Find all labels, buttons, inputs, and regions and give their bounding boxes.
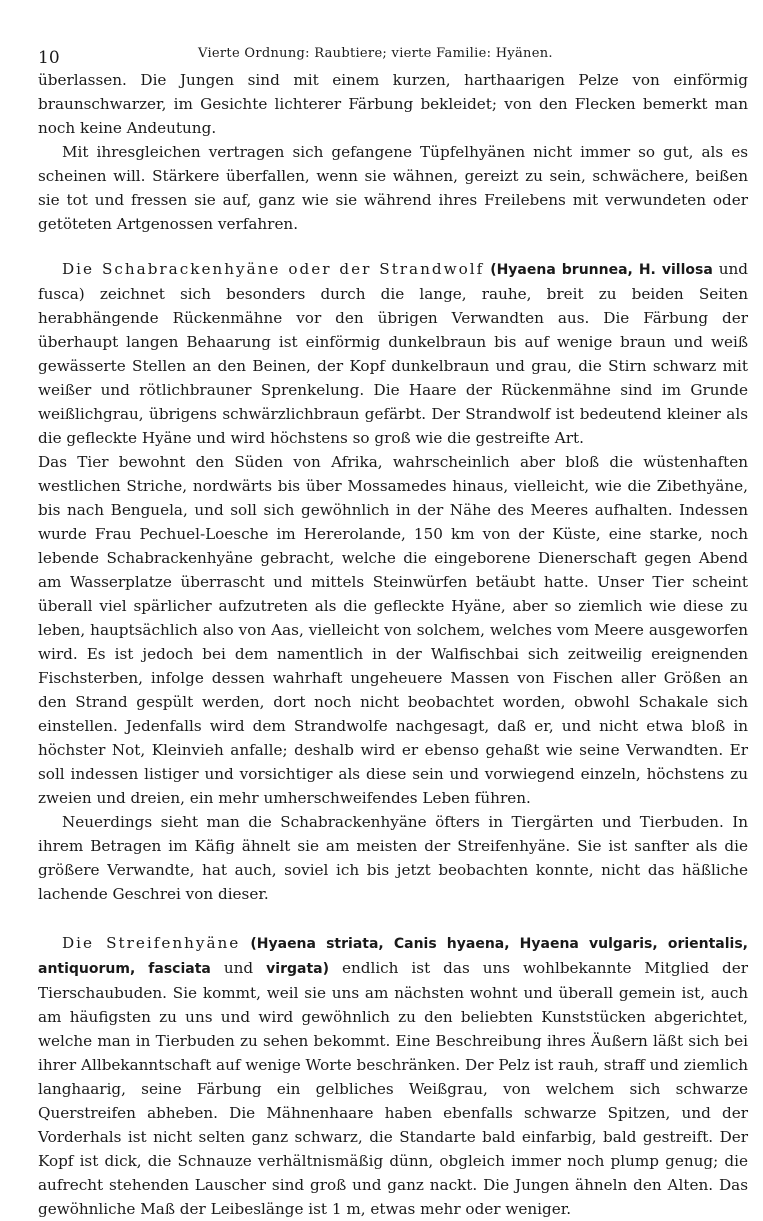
conjunction: und: [223, 959, 254, 977]
section-spacer: [38, 236, 748, 257]
paragraph-text: endlich ist das uns wohlbekannte Mitglied der Tierschaubuden. Sie kommt, weil sie uns am nächsten wohnt und überall gemein ist, auch am häufigsten zu uns und wird gewöhnlich zu den beliebten Kunststücken abgerichtet, welche man in Tierbuden zu sehen bekommt. Eine Beschreibung ihres Äußern läßt sich bei ihrer Allbekanntschaft auf wenige Worte beschränken. Der Pelz ist rauh, straff und ziemlich langhaarig, seine Färbung ein gelbliches Weißgrau, von welchem sich schwarze Querstreifen abheben. Die Mähnenhaare haben ebenfalls schwarze Spitzen, und der Vorderhals ist nicht selten ganz schwarz, die Standarte bald einfarbig, bald gestreift. Der Kopf ist dick, die Schnauze verhältnismäßig dünn, obgleich immer noch plump genug; die aufrecht stehenden Lauscher sind groß und ganz nackt. Die Jungen ähneln den Alten. Das gewöhnliche Maß der Leibeslänge ist 1 m, etwas mehr oder weniger.: [38, 959, 749, 1218]
species-heading: Die Schabrackenhyäne oder der Strandwolf: [62, 260, 485, 278]
latin-names: (Hyaena brunnea, H. villosa: [490, 262, 713, 278]
running-header: [38, 42, 748, 68]
running-title: Vierte Ordnung: Raubtiere; vierte Familie: Hyänen.: [198, 46, 553, 61]
latin-names: virgata): [266, 961, 329, 977]
paragraph-text: und fusca) zeichnet sich besonders durch die lange, rauhe, breit zu beiden Seiten herabhängende Rückenmähne vor den übrigen Verwandten aus. Die Färbung der überhaupt langen Behaarung ist einförmig dunkelbraun bis auf wenige braun und weiß gewässerte Stellen an den Beinen, der Kopf dunkelbraun und grau, die Stirn schwarz mit weißer und rötlichbrauner Sprenkelung. Die Haare der Rückenmähne sind im Grunde weißlichgrau, übrigens schwärzlichbraun gefärbt. Der Strandwolf ist bedeutend kleiner als die gefleckte Hyäne und wird höchstens so groß wie die gestreifte Art.: [38, 260, 749, 447]
paragraph: Das Tier bewohnt den Süden von Afrika, wahrscheinlich aber bloß die wüstenhaften westlichen Striche, nordwärts bis über Mossamedes hinaus, vielleicht, wie die Zibethyäne, bis nach Benguela, und soll sich gewöhnlich in der Nähe des Meeres aufhalten. Indessen wurde Frau Pechuel-Loesche im Hererolande, 150 km von der Küste, eine starke, noch lebende Schabrackenhyäne gebracht, welche die eingeborene Dienerschaft gegen Abend am Wasserplatze überrascht und mittels Steinwürfen betäubt hatte. Unser Tier scheint überall viel spärlicher aufzutreten als die gefleckte Hyäne, aber so ziemlich wie diese zu leben, hauptsächlich also von Aas, vielleicht von solchem, welches vom Meere ausgeworfen wird. Es ist jedoch bei dem namentlich in der Walfischbai sich zeitweilig ereignenden Fischsterben, infolge dessen wahrhaft ungeheuere Massen von Fischen aller Größen an den Strand gespült werden, dort noch nicht beobachtet worden, obwohl Schakale sich einstellen. Jedenfalls wird dem Strandwolfe nachgesagt, daß er, und nicht etwa bloß in höchster Not, Kleinvieh anfalle; deshalb wird er ebenso gehaßt wie seine Verwandten. Er soll indessen listiger und vorsichtiger als diese sein und vorwiegend einzeln, höchstens zu zweien und dreien, ein mehr umherschweifendes Leben führen.: [38, 453, 748, 807]
species-heading: Die Streifenhyäne: [62, 934, 241, 952]
paragraph: Mit ihresgleichen vertragen sich gefangene Tüpfelhyänen nicht immer so gut, als es scheinen will. Stärkere überfallen, wenn sie wähnen, gereizt zu sein, schwächere, beißen sie tot und fressen sie auf, ganz wie sie während ihres Freilebens mit verwundeten oder getöteten Artgenossen verfahren.: [38, 143, 748, 233]
paragraph: überlassen. Die Jungen sind mit einem kurzen, harthaarigen Pelze von einförmig braunschwarzer, im Gesichte lichterer Färbung bekleidet; von den Flecken bemerkt man noch keine Andeutung.: [38, 71, 748, 137]
book-page: [38, 42, 748, 1221]
section-paragraph-strandwolf: [38, 257, 748, 450]
body-text: [38, 68, 748, 1221]
section-spacer: [38, 906, 748, 931]
section-paragraph-streifenhyaene: [38, 931, 748, 1221]
page-number: 10: [38, 48, 60, 68]
paragraph: Neuerdings sieht man die Schabrackenhyäne öfters in Tiergärten und Tierbuden. In ihrem Betragen im Käfig ähnelt sie am meisten der Streifenhyäne. Sie ist sanfter als die größere Verwandte, hat auch, soviel ich bis jetzt beobachten konnte, nicht das häßliche lachende Geschrei von dieser.: [38, 813, 748, 903]
latin-names: (Hyaena striata, Canis hyaena, Hyaena vulgaris, orientalis, antiquorum, fasciata: [38, 936, 749, 977]
